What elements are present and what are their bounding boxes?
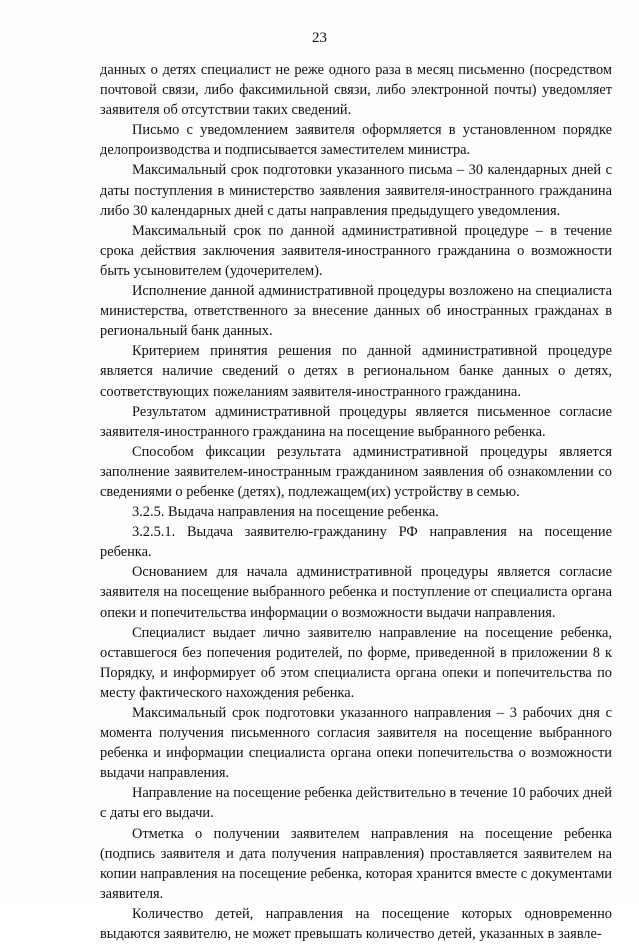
- paragraph-result-recording: Способом фиксации результата административной процедуры является заполнение заявителем-иностранным гражданином заявления об ознакомлении со сведениями о ребенке (детях), подлежащем(их) устройству в семью.: [100, 443, 612, 500]
- paragraph-responsible-specialist: Исполнение данной административной процедуры возложено на специалиста министерства, ответственного за внесение данных об иностранных гражданах в региональный банк данных.: [100, 283, 612, 340]
- paragraph-procedure-basis: Основанием для начала административной процедуры является согласие заявителя на посещение выбранного ребенка и поступление от специалиста органа опеки и попечительства информации о возможности выдачи направления.: [100, 564, 612, 621]
- paragraph-letter-deadline: Максимальный срок подготовки указанного письма – 30 календарных дней с даты поступления в министерство заявления заявителя-иностранного гражданина либо 30 календарных дней с даты направления предыдущего уведомления.: [100, 162, 612, 219]
- paragraph-decision-criterion: Критерием принятия решения по данной административной процедуре является наличие сведений о детях в региональном банке данных о детях, соответствующих пожеланиям заявителя-иностранного гражданина.: [100, 343, 612, 400]
- page-number: 23: [312, 30, 327, 46]
- paragraph-procedure-deadline: Максимальный срок по данной административной процедуре – в течение срока действия заключения заявителя-иностранного гражданина о возможности быть усыновителем (удочерителем).: [100, 222, 612, 279]
- paragraph-receipt-mark: Отметка о получении заявителем направления на посещение ребенка (подпись заявителя и дата получения направления) проставляется заявителем на копии направления на посещение ребенка, которая хранится вместе с документами заявителя.: [100, 825, 612, 902]
- paragraph-direction-deadline: Максимальный срок подготовки указанного направления – 3 рабочих дня с момента получения письменного согласия заявителя на посещение выбранного ребенка и информации специалиста органа опеки попечительства о возможности выдачи направления.: [100, 705, 612, 782]
- paragraph-continuation: данных о детях специалист не реже одного раза в месяц письменно (посредством почтовой связи, либо факсимильной связи, либо электронной почты) уведомляет заявителя об отсутствии таких сведений.: [100, 62, 612, 119]
- document-body: [100, 60, 612, 944]
- paragraph-direction-validity: Направление на посещение ребенка действительно в течение 10 рабочих дней с даты его выдачи.: [100, 785, 612, 822]
- section-heading-3-2-5: 3.2.5. Выдача направления на посещение ребенка.: [132, 504, 439, 521]
- paragraph-notification-letter: Письмо с уведомлением заявителя оформляется в установленном порядке делопроизводства и подписывается заместителем министра.: [100, 122, 612, 159]
- section-heading-3-2-5-1: 3.2.5.1. Выдача заявителю-гражданину РФ направления на посещение ребенка.: [100, 524, 612, 561]
- paragraph-procedure-result: Результатом административной процедуры является письменное согласие заявителя-иностранного гражданина на посещение выбранного ребенка.: [100, 403, 612, 440]
- paragraph-children-count: Количество детей, направления на посещение которых одновременно выдаются заявителю, не может превышать количество детей, указанных в заявле-: [100, 905, 612, 943]
- paragraph-direction-issuance: Специалист выдает лично заявителю направление на посещение ребенка, оставшегося без попечения родителей, по форме, приведенной в приложении 8 к Порядку, и информирует об этом специалиста органа опеки и попечительства по месту фактического нахождения ребенка.: [100, 624, 612, 701]
